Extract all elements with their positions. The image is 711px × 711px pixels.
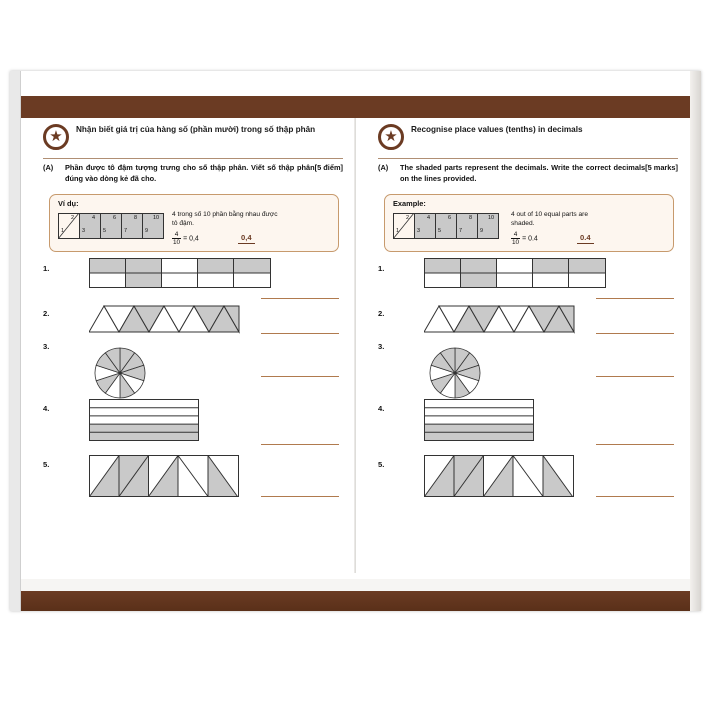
example-cell — [414, 213, 436, 239]
grid-rows — [424, 399, 534, 441]
grid-number: 5 — [438, 228, 442, 234]
right-question-4-figure — [424, 399, 534, 441]
left-question-2-figure — [89, 304, 241, 334]
left-question-5-number: 5. — [43, 460, 50, 469]
left-example-equation — [172, 231, 199, 246]
right-question-5-figure — [424, 455, 574, 497]
bar-model-10-cells — [89, 258, 271, 288]
example-grid-diagonals — [393, 213, 415, 239]
example-cell — [456, 213, 478, 239]
left-instruction-text — [65, 163, 343, 184]
left-example-note: 4 trong số 10 phần bằng nhau được tô đậm. — [172, 211, 278, 227]
star-icon: ★ — [384, 128, 398, 146]
left-instruction-body: Phần được tô đậm tượng trưng cho số thập phân. Viết số thập phân đúng vào dòng kẻ đã cho. — [65, 163, 315, 183]
left-answer-line-3[interactable] — [261, 376, 339, 377]
left-question-3-figure — [93, 346, 147, 400]
right-question-1-figure — [424, 258, 606, 288]
right-instruction-text — [400, 163, 678, 184]
left-header-rule — [43, 158, 343, 159]
right-answer-line-3[interactable] — [596, 376, 674, 377]
left-header-title: Nhận biết giá trị của hàng số (phần mười) trong số thập phân — [76, 125, 316, 134]
right-example-label: Example: — [393, 199, 426, 208]
pie-circle-10-sectors — [428, 346, 482, 400]
left-example-box — [49, 194, 339, 252]
left-instruction-block — [43, 163, 343, 184]
right-question-2-figure — [424, 304, 576, 334]
example-cell — [121, 213, 143, 239]
grid-number: 10 — [153, 215, 160, 221]
grid-number: 3 — [417, 228, 421, 234]
right-question-5-number: 5. — [378, 460, 385, 469]
example-cell — [79, 213, 101, 239]
grid-number: 7 — [459, 228, 463, 234]
example-cell — [435, 213, 457, 239]
right-example-answer: 0.4 — [577, 233, 594, 244]
left-question-5-figure — [89, 455, 239, 497]
example-grid-diagonals — [58, 213, 80, 239]
right-instruction-block — [378, 163, 678, 184]
left-question-1-number: 1. — [43, 264, 50, 273]
left-question-3-number: 3. — [43, 342, 50, 351]
grid-number: 8 — [134, 215, 138, 221]
left-answer-line-5[interactable] — [261, 496, 339, 497]
book-left-edge — [10, 71, 21, 611]
top-brown-band — [21, 96, 690, 118]
star-badge-right — [378, 124, 404, 150]
right-question-2-number: 2. — [378, 309, 385, 318]
left-example-fraction — [172, 231, 181, 246]
grid-number: 2 — [406, 215, 410, 221]
book-spread — [10, 71, 701, 611]
right-page — [356, 118, 690, 579]
right-answer-line-2[interactable] — [596, 333, 674, 334]
grid-number: 3 — [82, 228, 86, 234]
fraction-denominator: 10 — [512, 239, 520, 246]
bar-model-10-cells — [424, 258, 606, 288]
grid-number: 8 — [469, 215, 473, 221]
right-instruction-body: The shaded parts represent the decimals. Write the correct decimals on the lines provided. — [400, 163, 646, 183]
fraction-denominator: 10 — [173, 239, 181, 246]
triangle-strip — [424, 304, 576, 334]
right-example-box — [384, 194, 674, 252]
right-header-title: Recognise place values (tenths) in decimals — [411, 125, 583, 134]
left-section-label: (A) — [43, 163, 54, 172]
grid-number: 5 — [103, 228, 107, 234]
left-question-1-figure — [89, 258, 271, 288]
left-answer-line-4[interactable] — [261, 444, 339, 445]
grid-number: 10 — [488, 215, 495, 221]
fraction-numerator: 4 — [172, 231, 181, 239]
left-example-equals: = 0,4 — [183, 235, 199, 243]
right-section-label: (A) — [378, 163, 389, 172]
rect-with-diagonals — [89, 455, 239, 497]
left-answer-line-2[interactable] — [261, 333, 339, 334]
left-marks: [5 điểm] — [314, 163, 343, 172]
grid-number: 9 — [145, 228, 149, 234]
left-example-answer: 0,4 — [238, 233, 255, 244]
right-example-equation — [511, 231, 538, 246]
example-cell — [100, 213, 122, 239]
fraction-numerator: 4 — [511, 231, 520, 239]
grid-number: 4 — [92, 215, 96, 221]
grid-number: 1 — [61, 228, 65, 234]
book-right-shadow — [690, 71, 701, 611]
bottom-brown-band — [21, 579, 690, 611]
grid-number: 2 — [71, 215, 75, 221]
grid-number: 7 — [124, 228, 128, 234]
star-badge-left — [43, 124, 69, 150]
grid-number: 1 — [396, 228, 400, 234]
triangle-strip — [89, 304, 241, 334]
grid-number: 9 — [480, 228, 484, 234]
left-example-grid — [58, 213, 168, 239]
right-answer-line-5[interactable] — [596, 496, 674, 497]
right-header — [378, 124, 674, 158]
right-example-equals: = 0.4 — [522, 235, 538, 243]
left-question-4-number: 4. — [43, 404, 50, 413]
right-answer-line-1[interactable] — [596, 298, 674, 299]
right-example-note: 4 out of 10 equal parts are shaded. — [511, 211, 588, 227]
right-example-fraction — [511, 231, 520, 246]
right-question-4-number: 4. — [378, 404, 385, 413]
left-header — [43, 124, 339, 158]
grid-number: 6 — [113, 215, 117, 221]
left-page — [21, 118, 354, 579]
right-marks: [5 marks] — [645, 163, 678, 172]
right-question-3-number: 3. — [378, 342, 385, 351]
right-question-3-figure — [428, 346, 482, 400]
right-header-rule — [378, 158, 678, 159]
left-question-2-number: 2. — [43, 309, 50, 318]
left-answer-line-1[interactable] — [261, 298, 339, 299]
rect-with-diagonals — [424, 455, 574, 497]
star-icon: ★ — [49, 128, 63, 146]
grid-number: 4 — [427, 215, 431, 221]
right-example-grid — [393, 213, 503, 239]
left-question-4-figure — [89, 399, 199, 441]
right-answer-line-4[interactable] — [596, 444, 674, 445]
left-example-label: Ví dụ: — [58, 199, 79, 208]
grid-5x2-rows — [89, 399, 199, 441]
grid-number: 6 — [448, 215, 452, 221]
right-question-1-number: 1. — [378, 264, 385, 273]
pie-circle-10-sectors — [93, 346, 147, 400]
